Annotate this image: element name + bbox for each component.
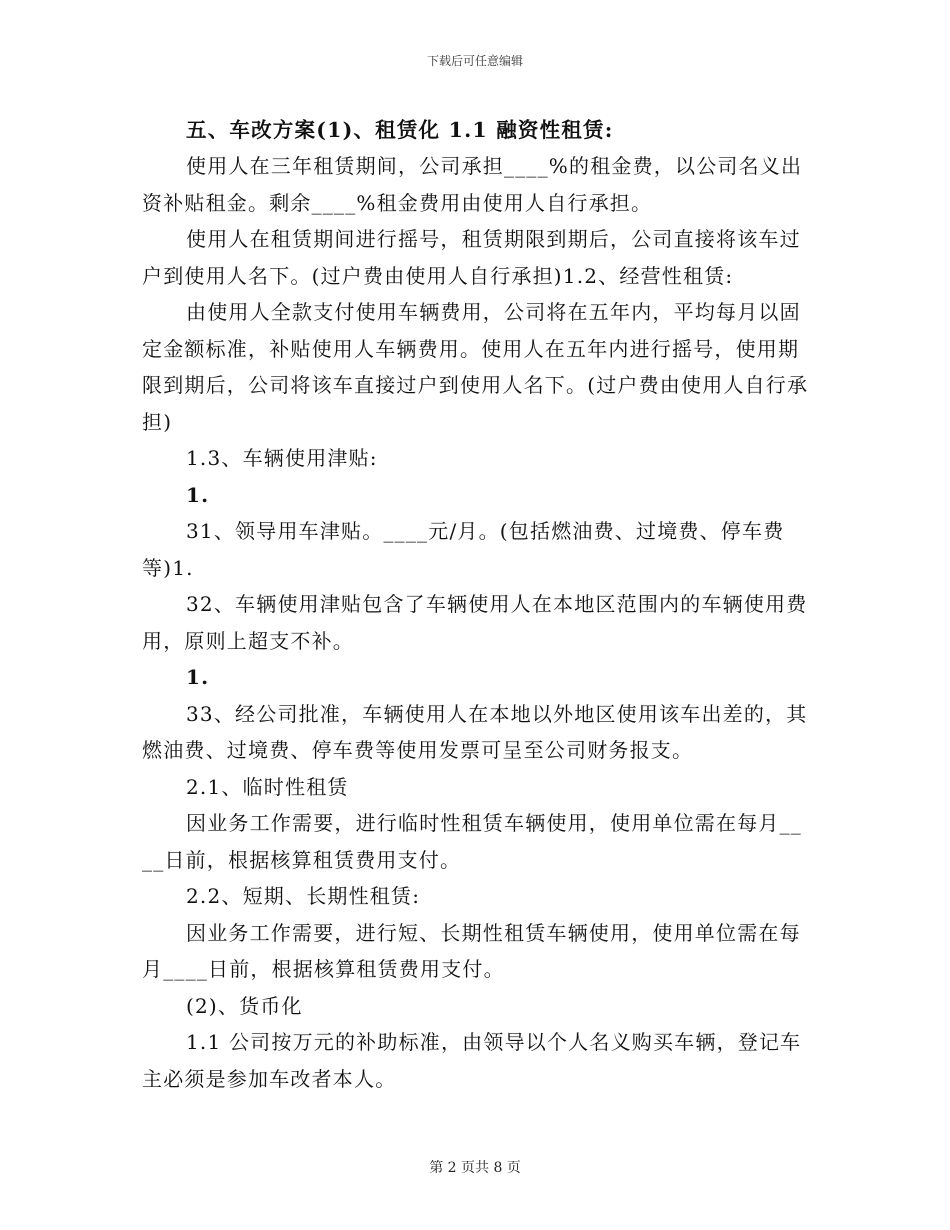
section-title: 五、车改方案(1)、租赁化 1.1 融资性租赁:: [186, 118, 614, 142]
paragraph-long-short-lease: 因业务工作需要，进行短、长期性租赁车辆使用，使用单位需在每月____日前，根据核算租赁费用支付。: [142, 920, 801, 981]
paragraph-lease-transfer: 使用人在租赁期间进行摇号，租赁期限到期后，公司直接将该车过户到使用人名下。(过户费由使用人自行承担)1.2、经营性租赁:: [142, 227, 801, 288]
page-footer: 第 2 页共 8 页: [429, 1160, 521, 1176]
page-header: 下载后可任意编辑: [426, 54, 523, 68]
paragraph-vehicle-allowance-heading: 1.3、车辆使用津贴:: [186, 446, 378, 470]
paragraph-temporary-lease-heading: 2.1、临时性租赁: [186, 774, 349, 799]
paragraph-number-2: 1.: [186, 665, 210, 689]
paragraph-financing-lease: 使用人在三年租赁期间，公司承担____%的租金费，以公司名义出资补贴租金。剩余____%租金费用由使用人自行承担。: [142, 154, 803, 215]
document-body: [142, 112, 812, 1097]
paragraph-business-trip: 33、经公司批准，车辆使用人在本地以外地区使用该车出差的，其燃油费、过境费、停车费等使用发票可呈至公司财务报支。: [142, 701, 808, 762]
paragraph-long-short-lease-heading: 2.2、短期、长期性租赁:: [186, 884, 421, 908]
paragraph-leader-allowance: 31、领导用车津贴。____元/月。(包括燃油费、过境费、停车费等)1.: [142, 519, 785, 580]
paragraph-temporary-lease: 因业务工作需要，进行临时性租赁车辆使用，使用单位需在每月____日前，根据核算租赁费用支付。: [142, 811, 802, 872]
paragraph-monetization: 1.1 公司按万元的补助标准，由领导以个人名义购买车辆，登记车主必须是参加车改者本人。: [142, 1030, 802, 1091]
paragraph-monetization-heading: (2)、货币化: [186, 993, 303, 1018]
paragraph-operating-lease: 由使用人全款支付使用车辆费用，公司将在五年内，平均每月以固定金额标准，补贴使用人车辆费用。使用人在五年内进行摇号，使用期限到期后，公司将该车直接过户到使用人名下。(过户费由使用人自行承担): [142, 300, 809, 434]
paragraph-allowance-scope: 32、车辆使用津贴包含了车辆使用人在本地区范围内的车辆使用费用，原则上超支不补。: [142, 592, 808, 653]
paragraph-number-1: 1.: [186, 482, 210, 507]
